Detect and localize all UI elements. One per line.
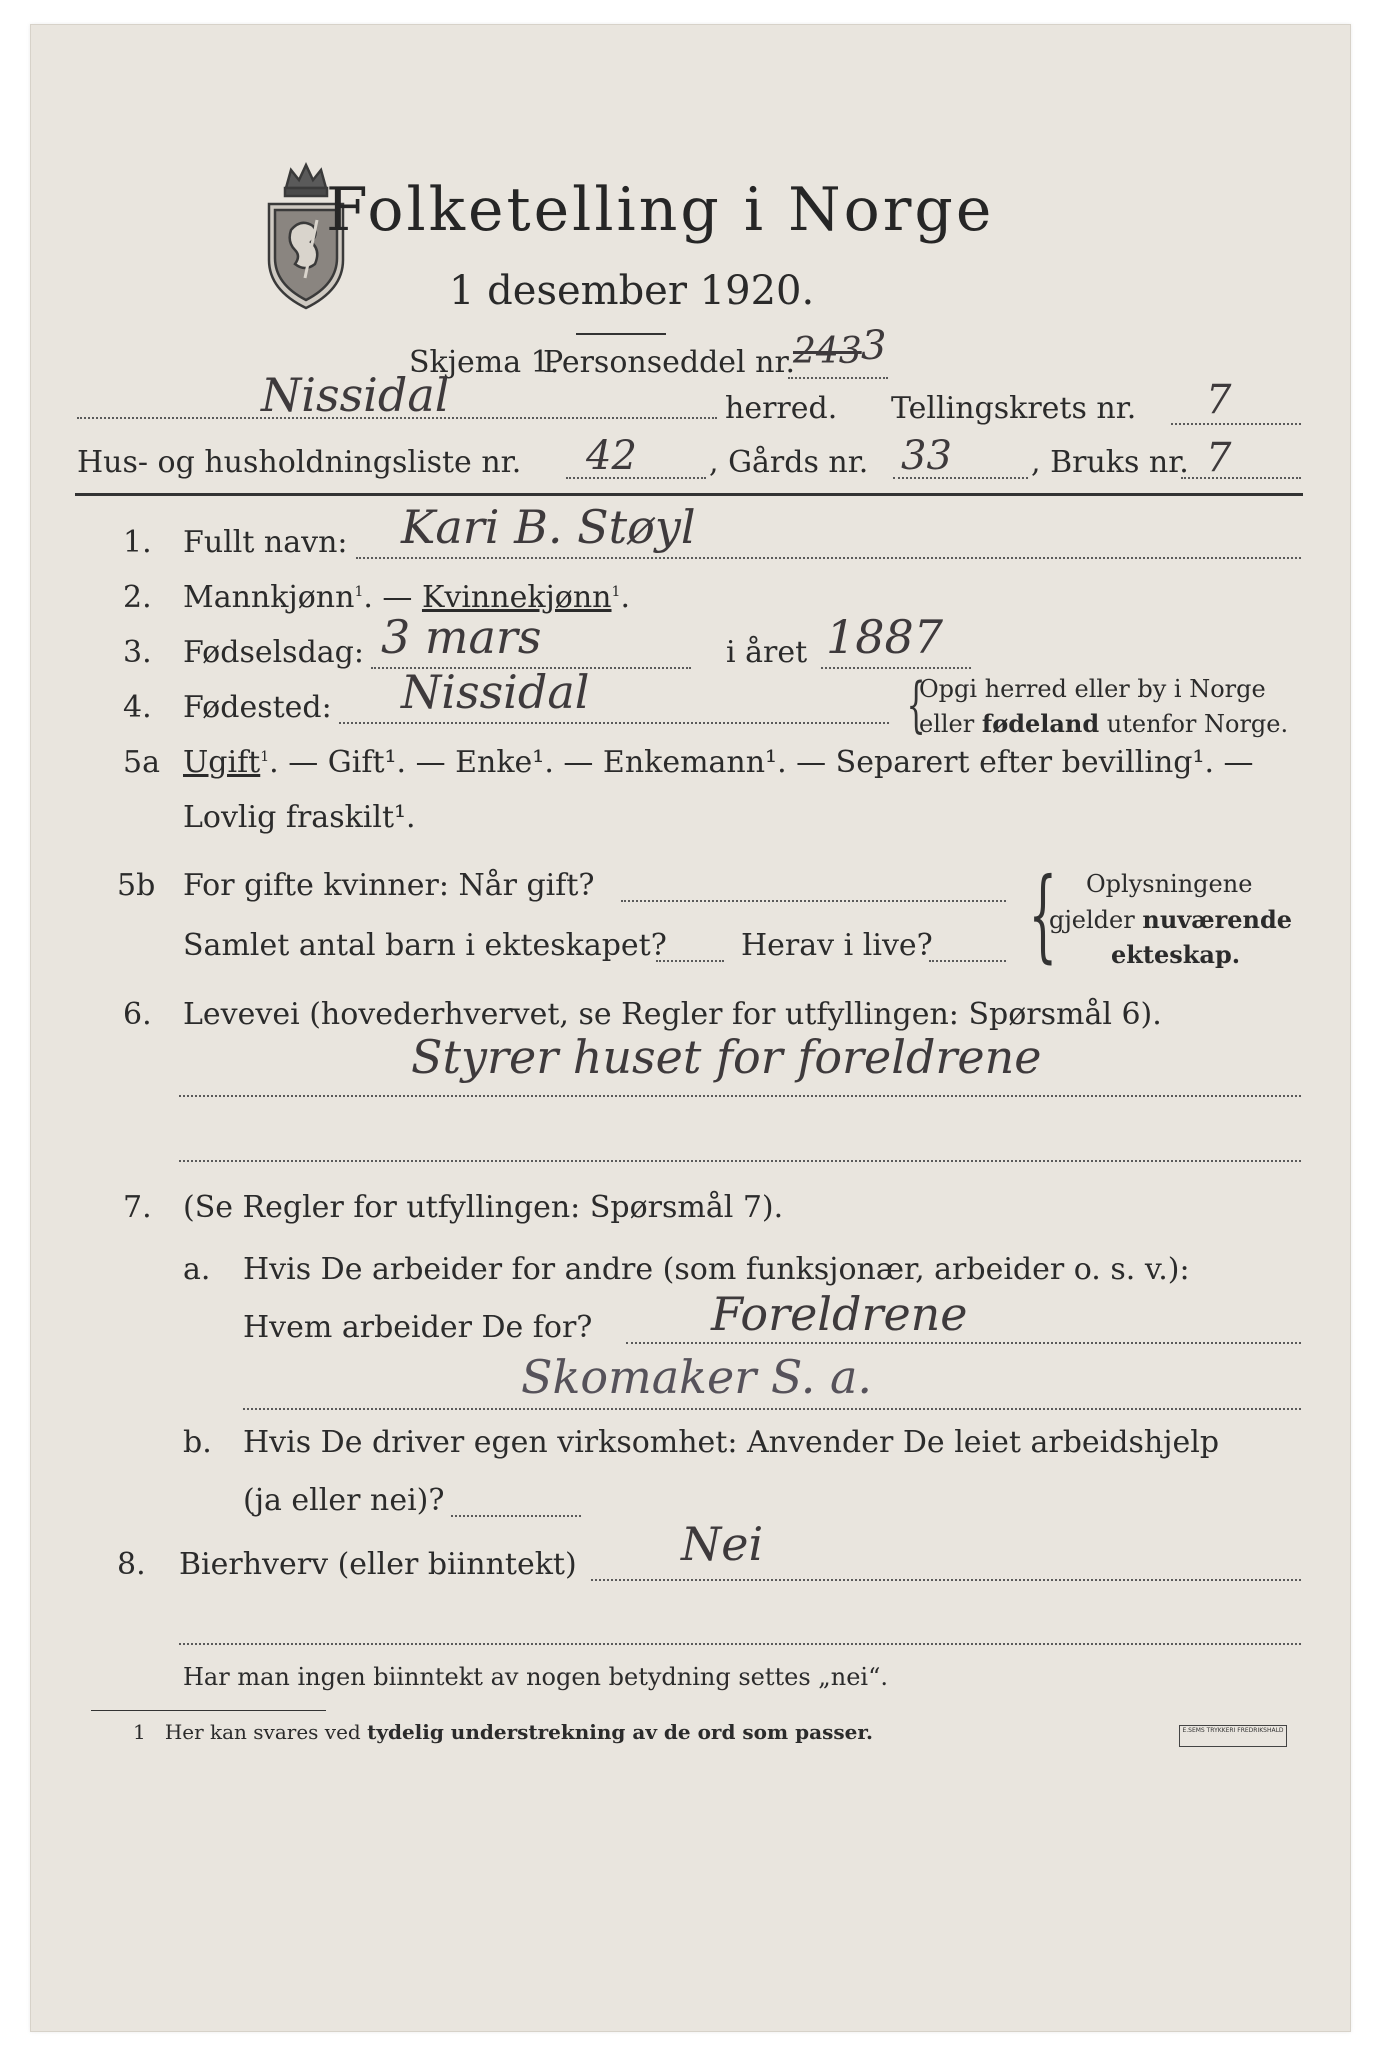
q6-occupation-value: Styrer huset for foreldrene <box>411 1030 1042 1084</box>
husholdningsliste-label: Hus- og husholdningsliste nr. <box>77 445 522 480</box>
q6-dots-2 <box>179 1160 1301 1162</box>
q6-label: Levevei (hovederhvervet, se Regler for utfyllingen: Spørsmål 6). <box>183 997 1162 1032</box>
q6-dots-1 <box>179 1095 1301 1097</box>
q7a-letter: a. <box>183 1252 211 1287</box>
q4-birthplace-value: Nissidal <box>401 665 590 719</box>
q2-dash: . — <box>363 580 422 615</box>
personseddel-label: Personseddel nr. <box>543 345 796 380</box>
q2-gender-options: Mannkjønn$^1$. — Kvinnekjønn$^1$. <box>183 580 630 615</box>
q1-dots <box>356 557 1301 559</box>
q7a-line1: Hvis De arbeider for andre (som funksjonær, arbeider o. s. v.): <box>243 1252 1190 1287</box>
q4-dots <box>339 722 889 724</box>
herred-value: Nissidal <box>261 368 450 422</box>
herred-label: herred. <box>725 391 838 426</box>
q2-male: Mannkjønn <box>183 580 355 615</box>
q5b-note-line2: gjelder nuværende <box>1049 905 1293 934</box>
q4-brace: { <box>906 670 926 740</box>
q1-label: Fullt navn: <box>183 525 348 560</box>
q5b-note-line3: ekteskap. <box>1111 940 1241 969</box>
q5a-marital-options: Ugift$^1$. — Gift¹. — Enke¹. — Enkemann¹. — Separert efter bevilling¹. — <box>183 745 1254 780</box>
footnote-text: Her kan svares ved <box>164 1720 361 1744</box>
q7a-dots-2 <box>243 1408 1301 1410</box>
q8-value: Nei <box>681 1517 764 1571</box>
q4-note-line1: Opgi herred eller by i Norge <box>919 675 1266 703</box>
q3-label: Fødselsdag: <box>183 635 364 670</box>
husholdningsliste-value: 42 <box>586 433 637 479</box>
printer-stamp: E.SEMS TRYKKERI FREDRIKSHALD <box>1179 1725 1287 1747</box>
footnote-bold-text: tydelig understrekning av de ord som passer. <box>367 1720 873 1744</box>
q2-end: . <box>620 580 630 615</box>
q5a-ugift-underlined: Ugift <box>183 745 261 780</box>
q7-label: (Se Regler for utfyllingen: Spørsmål 7). <box>183 1190 784 1225</box>
tellingskrets-value: 7 <box>1206 377 1232 423</box>
q3-year-dots <box>821 667 971 669</box>
bruks-value: 7 <box>1206 435 1232 481</box>
q8-dots-2 <box>179 1643 1301 1645</box>
census-form-sheet <box>30 24 1351 2032</box>
q3-year-value: 1887 <box>826 610 944 664</box>
q4-number: 4. <box>123 690 152 725</box>
personseddel-dots <box>788 377 888 379</box>
schema-label: Skjema 1. <box>409 345 560 380</box>
q2-female-underlined: Kvinnekjønn <box>421 580 612 615</box>
q5b-married-label: For gifte kvinner: Når gift? <box>183 868 595 903</box>
header-divider <box>75 493 1303 496</box>
q7b-line1: Hvis De driver egen virksomhet: Anvender De leiet arbeidshjelp <box>243 1425 1220 1460</box>
q8-number: 8. <box>117 1547 146 1582</box>
q5b-brace: { <box>1028 856 1058 973</box>
q5b-note-line1: Oplysningene <box>1086 870 1253 898</box>
footnote-mark: 1 <box>133 1720 146 1744</box>
q4-label: Fødested: <box>183 690 332 725</box>
census-date: 1 desember 1920. <box>449 268 815 314</box>
q8-label: Bierhverv (eller biinntekt) <box>179 1547 577 1582</box>
q5a-number: 5a <box>123 745 160 780</box>
q5a-rest: . — Gift¹. — Enke¹. — Enkemann¹. — Separert efter bevilling¹. — <box>269 745 1254 780</box>
footnote <box>133 1720 873 1744</box>
bruks-dots <box>1181 477 1301 479</box>
q5b-alive-dots <box>929 960 1006 962</box>
form-title: Folketelling i Norge <box>326 175 995 245</box>
q4-note-line2: eller fødeland utenfor Norge. <box>919 709 1289 738</box>
q3-number: 3. <box>123 635 152 670</box>
q7a-dots-1 <box>626 1342 1301 1344</box>
q5b-married-dots <box>621 900 1006 902</box>
q7a-line2: Hvem arbeider De for? <box>243 1310 593 1345</box>
tellingskrets-dots <box>1171 423 1301 425</box>
gards-label: , Gårds nr. <box>709 445 869 480</box>
tellingskrets-label: Tellingskrets nr. <box>891 391 1137 426</box>
q2-number: 2. <box>123 580 152 615</box>
q3-year-label: i året <box>726 635 808 670</box>
q1-full-name: Kari B. Støyl <box>401 500 696 554</box>
q5b-children-dots <box>656 960 724 962</box>
q7a-employer-value: Foreldrene <box>711 1287 968 1341</box>
q6-number: 6. <box>123 997 152 1032</box>
q7a-employer-value-2: Skomaker S. a. <box>521 1350 872 1404</box>
q5a-line2: Lovlig fraskilt¹. <box>183 800 416 835</box>
q1-number: 1. <box>123 525 152 560</box>
q5b-children-label: Samlet antal barn i ekteskapet? <box>183 928 667 963</box>
q7b-dots <box>451 1515 581 1517</box>
q5b-number: 5b <box>117 868 156 903</box>
title-rule <box>576 333 666 335</box>
biinntekt-note: Har man ingen biinntekt av nogen betydning settes „nei“. <box>183 1663 888 1691</box>
q5b-alive-label: Herav i live? <box>741 928 933 963</box>
footnote-rule <box>91 1710 326 1711</box>
personseddel-struck-value: 243 <box>793 331 862 372</box>
q7-number: 7. <box>123 1190 152 1225</box>
gards-value: 33 <box>901 433 952 479</box>
q7b-letter: b. <box>183 1425 212 1460</box>
personseddel-value: 3 <box>861 323 887 369</box>
bruks-label: , Bruks nr. <box>1031 445 1189 480</box>
q7b-line2: (ja eller nei)? <box>243 1483 445 1518</box>
q3-birthday-value: 3 mars <box>381 610 542 664</box>
q8-dots-1 <box>591 1579 1301 1581</box>
